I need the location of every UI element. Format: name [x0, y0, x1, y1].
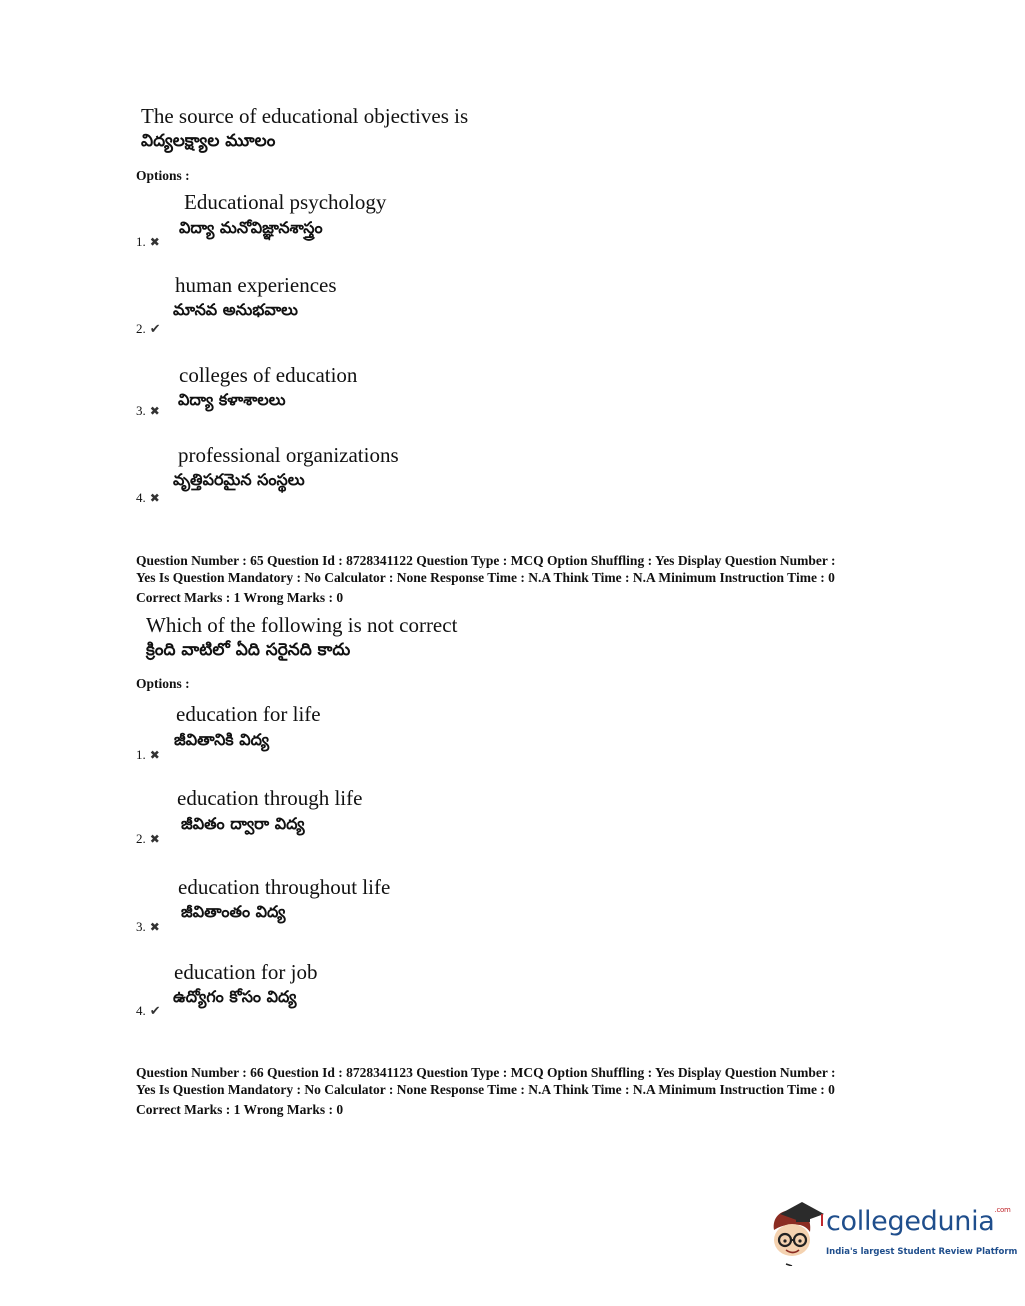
option-text-te: వృత్తిపరమైన సంస్థలు [173, 470, 305, 489]
logo-suffix: .com [994, 1206, 1011, 1214]
option-number [136, 831, 160, 847]
option-number [136, 1003, 161, 1019]
option-text-en: education throughout life [178, 875, 391, 899]
option-number-label: 3. [136, 403, 146, 418]
option-number [136, 403, 160, 419]
option-number-label: 1. [136, 234, 146, 249]
cross-icon: ✖ [149, 920, 160, 934]
option-number [136, 919, 160, 935]
option-number-label: 2. [136, 831, 146, 846]
option-number [136, 747, 160, 763]
option-text-te: విద్యా మనోవిజ్ఞానశాస్త్రం [179, 218, 323, 237]
cross-icon: ✖ [149, 491, 160, 505]
question-text-te: విద్యలక్ష్యాల మూలం [141, 131, 276, 151]
question-meta [136, 553, 906, 607]
question-meta-line: Question Number : 65 Question Id : 8728341122 Question Type : MCQ Option Shuffling : Yes Display Question Number : [136, 553, 836, 568]
option-text-en: human experiences [175, 273, 337, 297]
option-text-te: మానవ అనుభవాలు [173, 300, 298, 319]
cross-icon: ✖ [149, 748, 160, 762]
logo-name: collegedunia [826, 1206, 995, 1237]
question-text-en: Which of the following is not correct [146, 613, 458, 637]
cross-icon: ✖ [149, 235, 160, 249]
option-text-te: ఉద్యోగం కోసం విద్య [173, 987, 297, 1006]
question-text-en: The source of educational objectives is [141, 104, 469, 128]
option-number [136, 234, 160, 250]
question-meta-line: Question Number : 66 Question Id : 8728341123 Question Type : MCQ Option Shuffling : Yes Display Question Number : [136, 1065, 836, 1080]
option-text-te: విద్యా కళాశాలలు [178, 390, 286, 409]
cross-icon: ✖ [149, 832, 160, 846]
option-number-label: 4. [136, 1003, 146, 1018]
option-text-te: జీవితం ద్వారా విద్య [181, 814, 305, 833]
option-number-label: 3. [136, 919, 146, 934]
check-icon: ✔ [149, 321, 161, 336]
option-number-label: 2. [136, 321, 146, 336]
check-icon: ✔ [149, 1003, 161, 1018]
option-number [136, 321, 161, 337]
question-marks: Correct Marks : 1 Wrong Marks : 0 [136, 1102, 344, 1117]
option-text-en: education for life [176, 702, 321, 726]
mascot-icon [766, 1200, 826, 1266]
option-text-en: education through life [177, 786, 363, 810]
collegedunia-logo [766, 1198, 1018, 1268]
question-text-te: క్రింది వాటిలో ఏది సరైనది కాదు [146, 640, 351, 660]
option-number-label: 1. [136, 747, 146, 762]
options-label: Options : [136, 168, 190, 183]
question-meta-line: Yes Is Question Mandatory : No Calculator : None Response Time : N.A Think Time : N.A Minimum Instruction Time : 0 [136, 569, 835, 585]
cross-icon: ✖ [149, 404, 160, 418]
option-text-en: education for job [174, 960, 318, 984]
option-number [136, 490, 160, 506]
logo-wordmark [826, 1206, 1011, 1237]
option-text-en: colleges of education [179, 363, 358, 387]
options-label: Options : [136, 676, 190, 691]
logo-tagline: India's largest Student Review Platform [826, 1247, 1018, 1257]
option-text-en: professional organizations [178, 443, 399, 467]
question-meta [136, 1065, 906, 1119]
option-text-en: Educational psychology [184, 190, 387, 214]
question-meta-line: Yes Is Question Mandatory : No Calculator : None Response Time : N.A Think Time : N.A Minimum Instruction Time : 0 [136, 1081, 835, 1097]
option-text-te: జీవితానికి విద్య [174, 730, 270, 749]
question-marks: Correct Marks : 1 Wrong Marks : 0 [136, 590, 344, 605]
option-text-te: జీవితాంతం విద్య [181, 902, 286, 921]
option-number-label: 4. [136, 490, 146, 505]
